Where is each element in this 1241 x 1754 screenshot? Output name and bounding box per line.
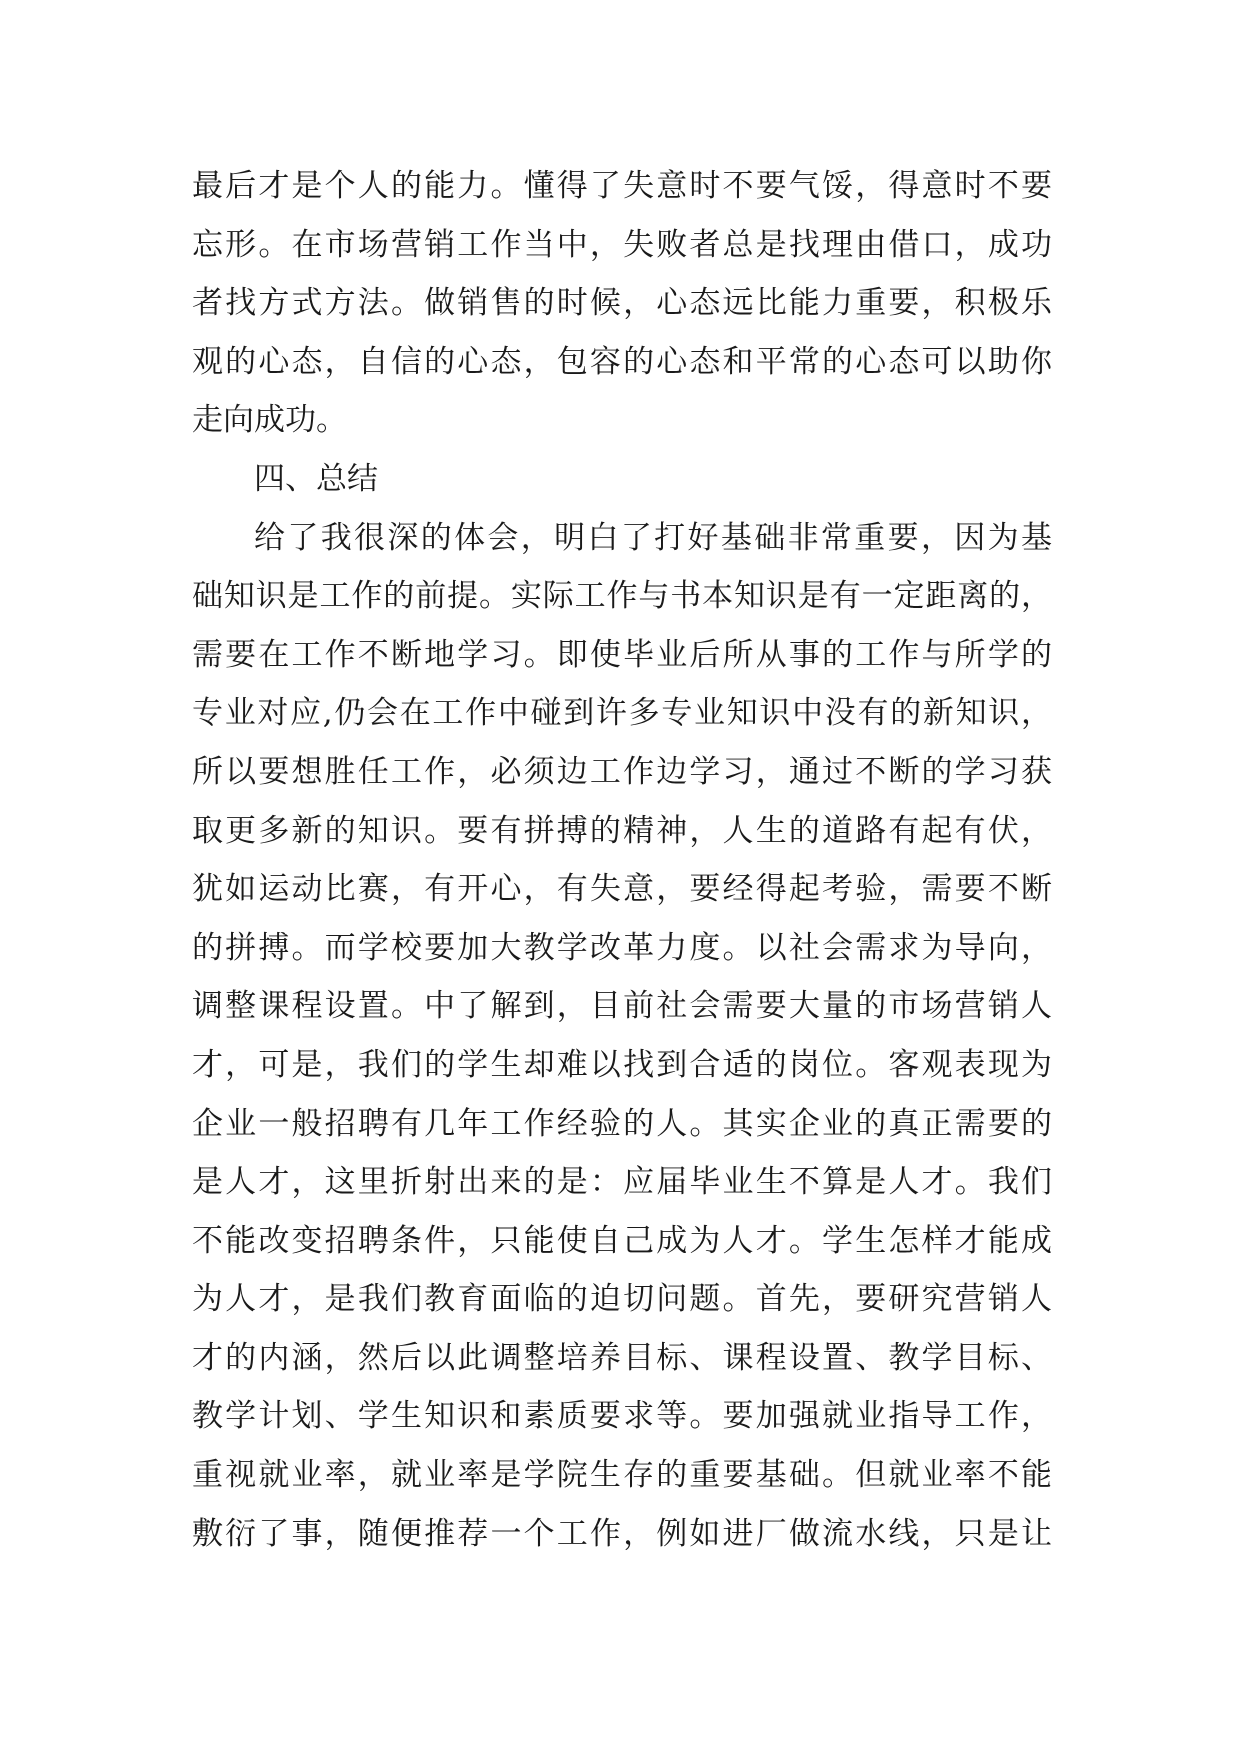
document-body	[192, 157, 1052, 1563]
text-line: 取更多新的知识。要有拼搏的精神，人生的道路有起有伏，	[192, 812, 1052, 849]
text-line: 走向成功。	[192, 402, 347, 439]
text-line: 教学计划、学生知识和素质要求等。要加强就业指导工作，	[192, 1398, 1052, 1435]
section-heading: 四、总结	[254, 460, 378, 497]
text-line: 是人才，这里折射出来的是：应届毕业生不算是人才。我们	[192, 1164, 1052, 1201]
text-line: 不能改变招聘条件，只能使自己成为人才。学生怎样才能成	[192, 1222, 1052, 1259]
text-line: 忘形。在市场营销工作当中，失败者总是找理由借口，成功	[192, 226, 1052, 263]
text-line: 者找方式方法。做销售的时候，心态远比能力重要，积极乐	[192, 285, 1052, 322]
text-line: 调整课程设置。中了解到，目前社会需要大量的市场营销人	[192, 988, 1052, 1025]
text-line: 所以要想胜任工作，必须边工作边学习，通过不断的学习获	[192, 753, 1052, 790]
text-line: 给了我很深的体会，明白了打好基础非常重要，因为基	[254, 519, 1052, 556]
text-line: 企业一般招聘有几年工作经验的人。其实企业的真正需要的	[192, 1105, 1052, 1142]
text-line: 的拼搏。而学校要加大教学改革力度。以社会需求为导向，	[192, 929, 1052, 966]
text-line: 才的内涵，然后以此调整培养目标、课程设置、教学目标、	[192, 1339, 1052, 1376]
text-line: 重视就业率，就业率是学院生存的重要基础。但就业率不能	[192, 1457, 1052, 1494]
text-line: 观的心态，自信的心态，包容的心态和平常的心态可以助你	[192, 343, 1052, 380]
text-line: 为人才，是我们教育面临的迫切问题。首先，要研究营销人	[192, 1281, 1052, 1318]
text-line: 础知识是工作的前提。实际工作与书本知识是有一定距离的，	[192, 578, 1052, 615]
text-line: 专业对应,仍会在工作中碰到许多专业知识中没有的新知识，	[192, 695, 1052, 732]
text-line: 犹如运动比赛，有开心，有失意，要经得起考验，需要不断	[192, 871, 1052, 908]
text-line: 最后才是个人的能力。懂得了失意时不要气馁，得意时不要	[192, 168, 1052, 204]
paragraph-continued	[192, 157, 1052, 450]
text-line: 需要在工作不断地学习。即使毕业后所从事的工作与所学的	[192, 636, 1052, 673]
paragraph-summary	[192, 509, 1052, 1564]
text-line: 敷衍了事，随便推荐一个工作，例如进厂做流水线，只是让	[192, 1515, 1052, 1552]
text-line: 才，可是，我们的学生却难以找到合适的岗位。客观表现为	[192, 1046, 1052, 1083]
